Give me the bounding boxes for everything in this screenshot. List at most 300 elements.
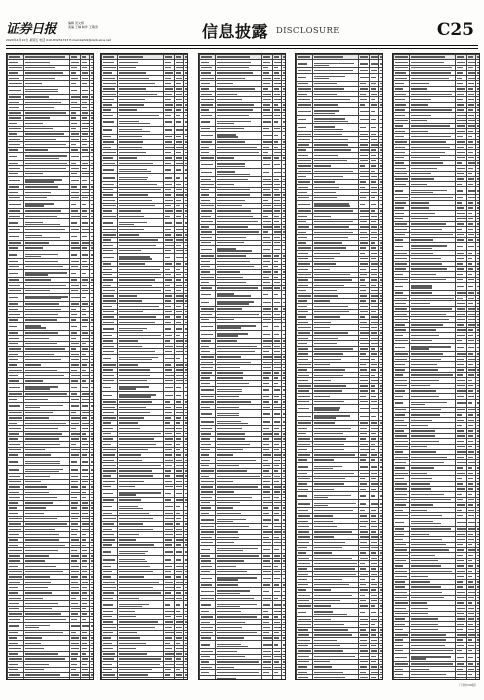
table-cell — [359, 412, 370, 420]
table-cell — [313, 73, 359, 81]
table-cell — [216, 118, 262, 126]
table-cell — [273, 322, 282, 330]
table-cell — [297, 500, 313, 508]
table-row — [394, 653, 481, 661]
table-cell — [282, 290, 287, 298]
table-cell — [8, 269, 24, 277]
table-cell — [175, 556, 184, 564]
table-cell — [24, 251, 70, 259]
table-cell — [164, 556, 175, 564]
table-cell — [273, 118, 282, 126]
table-cell — [70, 232, 81, 240]
table-cell — [216, 290, 262, 298]
table-cell — [282, 675, 287, 680]
table-cell — [70, 466, 81, 474]
table-cell — [200, 418, 216, 426]
table-cell — [297, 73, 313, 81]
table-cell — [359, 609, 370, 617]
table-row — [394, 343, 481, 351]
table-cell — [216, 516, 262, 524]
table-cell — [467, 282, 476, 290]
table-cell — [184, 678, 189, 680]
disclosure-table-column-2 — [100, 53, 188, 680]
table-cell — [273, 131, 282, 139]
table-cell — [216, 131, 262, 139]
table-cell — [282, 410, 287, 418]
table-row — [200, 601, 287, 609]
table-cell — [370, 412, 379, 420]
table-cell — [102, 166, 118, 174]
table-cell — [282, 131, 287, 139]
table-row — [102, 174, 189, 182]
page-number: C25 — [436, 20, 474, 40]
table-cell — [370, 500, 379, 508]
table-cell — [273, 641, 282, 649]
table-cell — [118, 219, 164, 227]
table-cell — [200, 545, 216, 553]
table-cell — [273, 290, 282, 298]
table-cell — [24, 402, 70, 410]
table-cell — [410, 187, 456, 195]
table-cell — [164, 126, 175, 134]
table-cell — [379, 492, 384, 500]
disclosure-table-column-4 — [295, 53, 383, 680]
table-cell — [467, 399, 476, 407]
table-cell — [90, 153, 95, 161]
table-cell — [184, 219, 189, 227]
table-row — [102, 219, 189, 227]
table-cell — [118, 548, 164, 556]
table-cell — [359, 73, 370, 81]
table-cell — [90, 251, 95, 259]
table-cell — [262, 574, 273, 582]
table-row — [200, 410, 287, 418]
table-cell — [184, 383, 189, 391]
table-row — [297, 116, 384, 124]
table-cell — [200, 516, 216, 524]
table-row — [200, 418, 287, 426]
table-cell — [394, 343, 410, 351]
table-cell — [200, 169, 216, 177]
table-cell — [90, 322, 95, 330]
table-cell — [273, 588, 282, 596]
table-cell — [8, 402, 24, 410]
disclosure-table — [199, 54, 286, 680]
table-cell — [282, 169, 287, 177]
table-cell — [184, 548, 189, 556]
table-row — [200, 386, 287, 394]
table-cell — [297, 609, 313, 617]
table-cell — [8, 219, 24, 227]
table-cell — [102, 354, 118, 362]
table-cell — [359, 116, 370, 124]
table-cell — [164, 548, 175, 556]
table-cell — [200, 245, 216, 253]
table-row — [102, 678, 189, 680]
table-cell — [175, 489, 184, 497]
table-cell — [102, 219, 118, 227]
table-cell — [262, 245, 273, 253]
table-cell — [262, 588, 273, 596]
table-cell — [297, 200, 313, 208]
table-cell — [24, 200, 70, 208]
table-cell — [273, 161, 282, 169]
table-cell — [262, 418, 273, 426]
table-cell — [90, 176, 95, 184]
table-cell — [273, 545, 282, 553]
table-cell — [175, 503, 184, 511]
table-row — [8, 232, 95, 240]
table-cell — [410, 677, 456, 680]
table-cell — [476, 243, 481, 251]
table-row — [8, 678, 95, 680]
table-cell — [216, 169, 262, 177]
table-cell — [164, 383, 175, 391]
table-cell — [90, 622, 95, 630]
table-cell — [118, 678, 164, 680]
table-cell — [81, 322, 90, 330]
table-cell — [184, 354, 189, 362]
table-row — [200, 290, 287, 298]
table-row — [200, 322, 287, 330]
table-cell — [70, 383, 81, 391]
table-cell — [118, 489, 164, 497]
table-cell — [200, 161, 216, 169]
table-row — [200, 574, 287, 582]
table-row — [102, 489, 189, 497]
table-cell — [200, 298, 216, 306]
table-cell — [175, 118, 184, 126]
table-cell — [24, 176, 70, 184]
table-cell — [90, 293, 95, 301]
table-cell — [359, 500, 370, 508]
table-cell — [370, 609, 379, 617]
table-cell — [297, 60, 313, 68]
table-row — [297, 200, 384, 208]
table-cell — [394, 653, 410, 661]
table-row — [8, 466, 95, 474]
table-cell — [370, 116, 379, 124]
table-cell — [200, 118, 216, 126]
table-cell — [90, 200, 95, 208]
table-row — [8, 383, 95, 391]
table-row — [102, 253, 189, 261]
table-cell — [118, 383, 164, 391]
table-cell — [370, 73, 379, 81]
table-row — [394, 282, 481, 290]
table-cell — [359, 404, 370, 412]
table-cell — [216, 641, 262, 649]
table-cell — [394, 243, 410, 251]
table-cell — [216, 386, 262, 394]
table-cell — [200, 322, 216, 330]
table-cell — [102, 678, 118, 680]
table-cell — [476, 187, 481, 195]
table-cell — [313, 492, 359, 500]
table-cell — [24, 232, 70, 240]
disclosure-table — [7, 54, 94, 680]
table-cell — [102, 548, 118, 556]
table-cell — [184, 503, 189, 511]
table-cell — [282, 330, 287, 338]
table-cell — [24, 458, 70, 466]
table-cell — [410, 343, 456, 351]
table-cell — [297, 412, 313, 420]
table-cell — [90, 402, 95, 410]
table-cell — [200, 131, 216, 139]
table-row — [200, 169, 287, 177]
table-cell — [262, 641, 273, 649]
table-cell — [175, 219, 184, 227]
table-cell — [200, 290, 216, 298]
table-cell — [273, 330, 282, 338]
table-cell — [262, 410, 273, 418]
table-row — [102, 166, 189, 174]
table-cell — [282, 418, 287, 426]
table-cell — [8, 86, 24, 94]
continued-note: （下转C26版） — [457, 683, 478, 687]
table-cell — [282, 298, 287, 306]
table-cell — [379, 500, 384, 508]
table-cell — [81, 622, 90, 630]
table-cell — [175, 601, 184, 609]
table-cell — [200, 641, 216, 649]
table-cell — [297, 463, 313, 471]
table-cell — [118, 126, 164, 134]
table-cell — [282, 386, 287, 394]
table-cell — [102, 253, 118, 261]
table-cell — [81, 383, 90, 391]
table-cell — [81, 232, 90, 240]
table-row — [200, 245, 287, 253]
editor-line-1: 编辑 吴文婷 — [68, 21, 84, 25]
table-cell — [456, 399, 467, 407]
table-row — [297, 609, 384, 617]
table-cell — [410, 653, 456, 661]
table-cell — [70, 200, 81, 208]
table-cell — [313, 200, 359, 208]
table-cell — [282, 322, 287, 330]
table-cell — [24, 269, 70, 277]
table-cell — [467, 518, 476, 526]
table-row — [200, 161, 287, 169]
table-cell — [313, 60, 359, 68]
disclosure-table-column-5 — [392, 53, 480, 680]
table-cell — [8, 383, 24, 391]
table-cell — [90, 232, 95, 240]
table-cell — [70, 269, 81, 277]
table-cell — [313, 404, 359, 412]
table-cell — [102, 601, 118, 609]
table-cell — [370, 60, 379, 68]
table-row — [394, 399, 481, 407]
table-cell — [216, 410, 262, 418]
table-cell — [70, 678, 81, 680]
table-cell — [70, 322, 81, 330]
table-cell — [456, 343, 467, 351]
table-cell — [313, 500, 359, 508]
table-cell — [273, 418, 282, 426]
table-cell — [273, 516, 282, 524]
table-row — [297, 60, 384, 68]
table-cell — [8, 466, 24, 474]
disclosure-table — [393, 54, 480, 680]
table-cell — [81, 153, 90, 161]
table-row — [102, 556, 189, 564]
table-cell — [90, 678, 95, 680]
table-cell — [90, 219, 95, 227]
table-cell — [8, 200, 24, 208]
newspaper-logo: 证券日报 — [6, 22, 57, 37]
table-row — [394, 677, 481, 680]
table-cell — [81, 678, 90, 680]
table-cell — [476, 282, 481, 290]
table-cell — [297, 108, 313, 116]
table-cell — [359, 463, 370, 471]
table-cell — [24, 622, 70, 630]
table-row — [297, 124, 384, 132]
table-cell — [102, 126, 118, 134]
table-cell — [262, 545, 273, 553]
table-cell — [175, 678, 184, 680]
table-cell — [262, 169, 273, 177]
table-cell — [200, 574, 216, 582]
table-cell — [8, 153, 24, 161]
table-cell — [164, 174, 175, 182]
table-cell — [313, 108, 359, 116]
table-cell — [370, 200, 379, 208]
masthead-rule-thin — [6, 48, 478, 49]
table-row — [8, 153, 95, 161]
table-cell — [297, 124, 313, 132]
table-row — [8, 293, 95, 301]
table-cell — [118, 325, 164, 333]
table-cell — [297, 404, 313, 412]
table-cell — [200, 588, 216, 596]
table-cell — [379, 609, 384, 617]
table-cell — [379, 200, 384, 208]
table-cell — [273, 601, 282, 609]
table-cell — [359, 492, 370, 500]
table-cell — [359, 108, 370, 116]
table-cell — [273, 169, 282, 177]
disclosure-table — [296, 54, 383, 680]
table-cell — [184, 166, 189, 174]
disclosure-table-column-1 — [6, 53, 94, 680]
table-cell — [184, 253, 189, 261]
table-cell — [70, 458, 81, 466]
table-cell — [282, 118, 287, 126]
table-cell — [175, 325, 184, 333]
table-cell — [70, 402, 81, 410]
table-cell — [282, 545, 287, 553]
table-cell — [394, 518, 410, 526]
table-cell — [262, 161, 273, 169]
table-cell — [282, 516, 287, 524]
table-cell — [81, 458, 90, 466]
dateline: 2020年4月10日 星期五 电话 010-83251723 E-mail:zqrb9@zqrb.sina.net — [6, 38, 111, 42]
table-row — [297, 500, 384, 508]
table-cell — [216, 601, 262, 609]
table-cell — [102, 383, 118, 391]
table-row — [102, 118, 189, 126]
table-cell — [273, 675, 282, 680]
table-cell — [175, 354, 184, 362]
table-cell — [175, 166, 184, 174]
table-cell — [359, 124, 370, 132]
table-cell — [175, 383, 184, 391]
table-cell — [184, 556, 189, 564]
editor-credits — [68, 21, 98, 29]
table-cell — [175, 253, 184, 261]
table-cell — [410, 243, 456, 251]
table-cell — [476, 399, 481, 407]
table-cell — [70, 622, 81, 630]
table-cell — [313, 463, 359, 471]
table-cell — [467, 343, 476, 351]
table-cell — [476, 653, 481, 661]
table-cell — [175, 174, 184, 182]
table-cell — [216, 545, 262, 553]
table-cell — [200, 386, 216, 394]
table-cell — [476, 343, 481, 351]
table-cell — [164, 325, 175, 333]
table-cell — [164, 253, 175, 261]
table-cell — [164, 219, 175, 227]
table-cell — [216, 330, 262, 338]
table-cell — [102, 118, 118, 126]
table-cell — [394, 399, 410, 407]
table-row — [297, 108, 384, 116]
table-row — [200, 516, 287, 524]
table-cell — [8, 176, 24, 184]
table-cell — [282, 574, 287, 582]
table-cell — [118, 253, 164, 261]
table-row — [200, 330, 287, 338]
table-cell — [164, 503, 175, 511]
table-cell — [102, 489, 118, 497]
table-cell — [216, 675, 262, 680]
table-row — [297, 412, 384, 420]
table-row — [8, 200, 95, 208]
table-cell — [175, 126, 184, 134]
table-row — [200, 675, 287, 680]
table-row — [102, 601, 189, 609]
table-cell — [81, 219, 90, 227]
table-cell — [456, 518, 467, 526]
table-cell — [81, 269, 90, 277]
table-cell — [456, 243, 467, 251]
table-row — [297, 492, 384, 500]
table-cell — [313, 116, 359, 124]
table-cell — [118, 556, 164, 564]
table-cell — [102, 391, 118, 399]
table-cell — [379, 73, 384, 81]
table-cell — [200, 601, 216, 609]
table-cell — [164, 166, 175, 174]
table-cell — [70, 219, 81, 227]
table-cell — [70, 251, 81, 259]
table-cell — [81, 176, 90, 184]
table-cell — [379, 116, 384, 124]
table-cell — [81, 86, 90, 94]
table-cell — [90, 86, 95, 94]
table-cell — [359, 60, 370, 68]
table-row — [102, 391, 189, 399]
table-cell — [184, 126, 189, 134]
table-cell — [410, 399, 456, 407]
table-cell — [262, 131, 273, 139]
